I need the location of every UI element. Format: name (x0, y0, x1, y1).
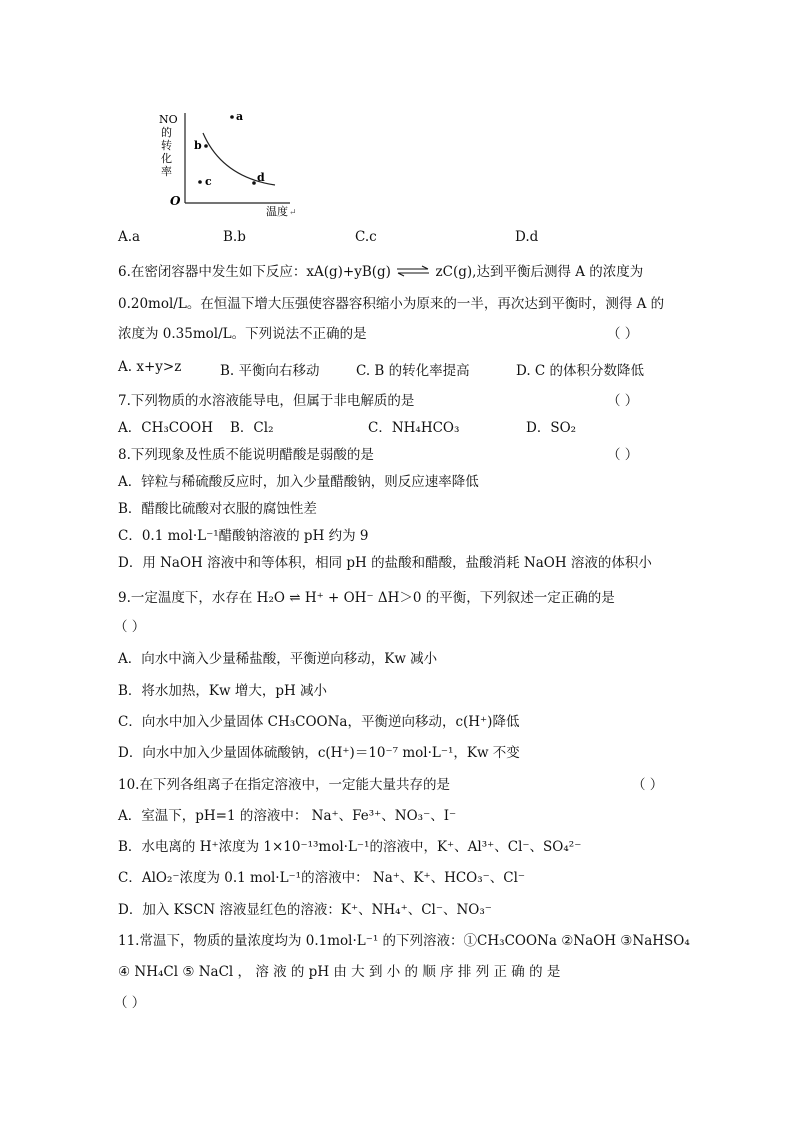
point-a-label: a (236, 110, 244, 123)
q11-answer-paren: （ ） (114, 995, 146, 1011)
q6-stem-line3: 浓度为 0.35mol/L。下列说法不正确的是 (118, 326, 367, 342)
q6-option-b: B. 平衡向右移动 (220, 363, 320, 379)
origin-label: O (170, 194, 181, 208)
q6-stem-post: zC(g),达到平衡后测得 A 的浓度为 (431, 264, 644, 280)
q8-option-b: B．醋酸比硫酸对衣服的腐蚀性差 (118, 501, 317, 517)
q7-stem: 7.下列物质的水溶液能导电，但属于非电解质的是 (118, 393, 415, 409)
q6-option-d: D. C 的体积分数降低 (516, 363, 645, 379)
q5-option-d: D.d (515, 229, 539, 245)
q8-option-a: A．锌粒与稀硫酸反应时，加入少量醋酸钠，则反应速率降低 (118, 474, 479, 490)
q10-option-b: B．水电离的 H⁺浓度为 1×10⁻¹³mol·L⁻¹的溶液中，K⁺、Al³⁺、Cl⁻、SO₄²⁻ (118, 839, 582, 855)
q9-option-d: D．向水中加入少量固体硫酸钠，c(H⁺)＝10⁻⁷ mol·L⁻¹，Kw 不变 (118, 745, 520, 761)
y-label-no: NO (159, 113, 178, 126)
y-label-de: 的 (161, 126, 172, 139)
return-mark: ↵ (289, 208, 297, 218)
q9-stem: 9.一定温度下，水存在 H₂O ⇌ H⁺ + OH⁻ ΔH＞0 的平衡，下列叙述一定正确的是 (118, 590, 615, 606)
point-d-label: d (257, 171, 265, 184)
q11-stem-line1: 11.常温下，物质的量浓度均为 0.1mol·L⁻¹ 的下列溶液：①CH₃COONa ②NaOH ③NaHSO₄ (118, 933, 690, 949)
q7-option-d: D．SO₂ (526, 420, 577, 436)
q10-stem: 10.在下列各组离子在指定溶液中，一定能大量共存的是 (118, 777, 450, 793)
q9-option-b: B．将水加热，Kw 增大，pH 减小 (118, 683, 328, 699)
q11-stem-line2: ④ NH₄Cl ⑤ NaCl ， 溶 液 的 pH 由 大 到 小 的 顺 序 排 列 正 确 的 是 (118, 964, 561, 980)
point-d-dot (252, 181, 256, 185)
y-label-hua: 化 (161, 152, 172, 165)
q8-stem: 8.下列现象及性质不能说明醋酸是弱酸的是 (118, 447, 374, 463)
x-label: 温度 (266, 205, 288, 218)
q6-option-a: A. x+y>z (118, 359, 182, 375)
figure-svg (150, 105, 320, 220)
point-a-dot (230, 115, 234, 119)
q8-answer-paren: （ ） (607, 447, 639, 463)
q7-option-c: C．NH₄HCO₃ (368, 420, 460, 436)
q10-option-d: D．加入 KSCN 溶液显红色的溶液：K⁺、NH₄⁺、Cl⁻、NO₃⁻ (118, 902, 492, 918)
q6-stem-line2: 0.20mol/L。在恒温下增大压强使容器容积缩小为原来的一半，再次达到平衡时，测得 A 的 (118, 296, 665, 312)
q10-answer-paren: （ ） (632, 777, 664, 793)
y-label-lv: 率 (161, 165, 172, 178)
q6-answer-paren: （ ） (607, 326, 639, 342)
q9-option-c: C．向水中加入少量固体 CH₃COONa，平衡逆向移动，c(H⁺)降低 (118, 714, 520, 730)
conversion-temperature-figure (150, 105, 320, 220)
point-b-dot (204, 144, 208, 148)
q7-answer-paren: （ ） (607, 393, 639, 409)
q5-option-a: A.a (118, 229, 141, 245)
q9-answer-paren: （ ） (114, 619, 146, 635)
q10-option-a: A．室温下，pH=1 的溶液中： Na⁺、Fe³⁺、NO₃⁻、I⁻ (118, 808, 457, 824)
y-label-zhuan: 转 (161, 139, 172, 152)
q6-stem-pre: 6.在密闭容器中发生如下反应：xA(g)+yB(g) (118, 264, 396, 280)
equilibrium-arrow-icon (395, 265, 431, 281)
point-c-dot (198, 180, 202, 184)
q5-option-c: C.c (355, 229, 377, 245)
point-b-label: b (194, 139, 202, 152)
q7-option-a: A．CH₃COOH (118, 420, 214, 436)
q8-option-d: D．用 NaOH 溶液中和等体积，相同 pH 的盐酸和醋酸，盐酸消耗 NaOH 溶液的体积小 (118, 555, 652, 571)
q6-option-c: C. B 的转化率提高 (356, 363, 470, 379)
q10-option-c: C．AlO₂⁻浓度为 0.1 mol·L⁻¹的溶液中： Na⁺、K⁺、HCO₃⁻、Cl⁻ (118, 870, 526, 886)
q5-option-b: B.b (223, 229, 246, 245)
q7-option-b: B．Cl₂ (230, 420, 274, 436)
q8-option-c: C．0.1 mol·L⁻¹醋酸钠溶液的 pH 约为 9 (118, 528, 369, 544)
q9-option-a: A．向水中滴入少量稀盐酸，平衡逆向移动，Kw 减小 (118, 651, 438, 667)
point-c-label: c (205, 175, 212, 188)
q6-stem-line1 (118, 260, 643, 281)
